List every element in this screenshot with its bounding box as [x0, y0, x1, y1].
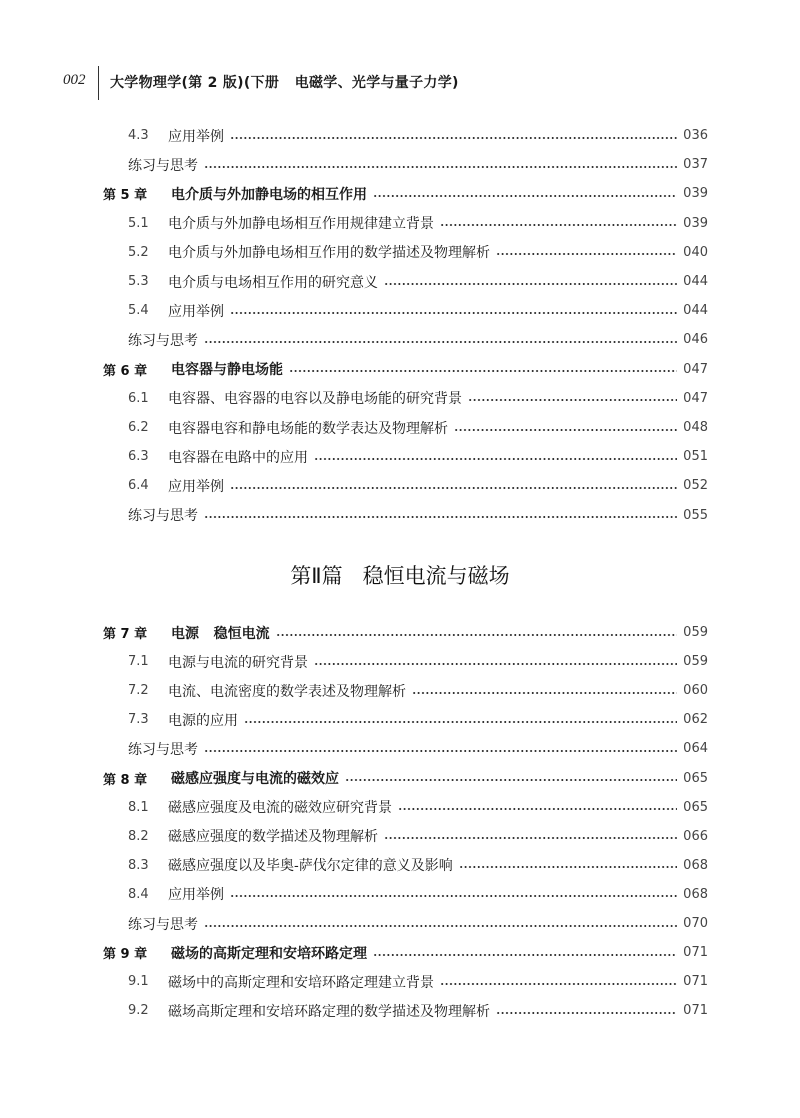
- toc-entry-page: 068: [683, 857, 708, 873]
- dot-leader: [204, 516, 677, 518]
- toc-section-row[interactable]: [128, 967, 708, 996]
- toc-section-row[interactable]: [128, 121, 708, 150]
- toc-exercise-row[interactable]: [128, 501, 708, 530]
- toc-section-row[interactable]: [128, 851, 708, 880]
- toc-section-row[interactable]: [128, 676, 708, 705]
- toc-chapter-row[interactable]: [103, 764, 708, 793]
- part-heading: 第Ⅱ篇 稳恒电流与磁场: [290, 564, 510, 588]
- dot-leader: [204, 750, 677, 752]
- toc-section-row[interactable]: [128, 296, 708, 325]
- dot-leader: [345, 779, 677, 781]
- toc-entry-title: 练习与思考: [128, 157, 198, 174]
- dot-leader: [496, 1012, 677, 1014]
- toc-section-row[interactable]: [128, 996, 708, 1025]
- toc-chapter-row[interactable]: [103, 355, 708, 384]
- toc-entry-page: 059: [683, 625, 708, 640]
- toc-entry-number: 5.2: [128, 244, 149, 260]
- toc-entry-page: 040: [683, 244, 708, 260]
- toc-chapter-row[interactable]: [103, 618, 708, 647]
- toc-entry-number: 6.2: [128, 420, 149, 435]
- toc-entry-number: 6.3: [128, 449, 149, 465]
- dot-leader: [314, 663, 677, 665]
- toc-entry-page: 036: [683, 128, 708, 143]
- toc-entry-number: 5.4: [128, 303, 149, 319]
- toc-entry-title: 电介质与外加静电场的相互作用: [171, 186, 367, 203]
- dot-leader: [454, 429, 677, 431]
- toc-entry-number: 8.3: [128, 857, 149, 873]
- toc-entry-page: 059: [683, 654, 708, 670]
- dot-leader: [440, 983, 677, 985]
- toc-entry-number: 9.1: [128, 974, 149, 990]
- toc-entry-title: 电源的应用: [168, 712, 238, 729]
- toc-section-row[interactable]: [128, 880, 708, 909]
- toc-entry-title: 磁感应强度与电流的磁效应: [171, 771, 339, 787]
- toc-entry-title: 应用举例: [168, 303, 224, 320]
- toc-entry-title: 练习与思考: [128, 916, 198, 933]
- toc-entry-page: 068: [683, 886, 708, 902]
- toc-entry-page: 062: [683, 712, 708, 728]
- page-number: 002: [63, 72, 86, 88]
- dot-leader: [230, 487, 677, 489]
- toc-entry-number: 6.1: [128, 390, 149, 406]
- dot-leader: [230, 895, 677, 897]
- dot-leader: [204, 925, 677, 927]
- toc-section-row[interactable]: [128, 705, 708, 734]
- dot-leader: [412, 692, 677, 694]
- toc-entry-page: 052: [683, 478, 708, 494]
- toc-entry-page: 071: [683, 945, 708, 961]
- header-divider: [98, 66, 99, 100]
- toc-entry-title: 电源与电流的研究背景: [168, 654, 308, 671]
- toc-entry-page: 047: [683, 390, 708, 406]
- toc-section-row[interactable]: [128, 384, 708, 413]
- toc-entry-number: 5.1: [128, 215, 149, 231]
- toc-exercise-row[interactable]: [128, 150, 708, 179]
- toc-entry-title: 练习与思考: [128, 741, 198, 758]
- dot-leader: [276, 634, 678, 636]
- toc-section-row[interactable]: [128, 647, 708, 676]
- toc-section-row[interactable]: [128, 822, 708, 851]
- toc-entry-page: 064: [683, 741, 708, 757]
- toc-section-row[interactable]: [128, 238, 708, 267]
- toc-entry-number: 第 7 章: [103, 627, 148, 642]
- toc-entry-page: 044: [683, 274, 708, 289]
- toc-entry-page: 055: [683, 507, 708, 523]
- toc-entry-title: 电容器在电路中的应用: [168, 449, 308, 466]
- toc-entry-page: 039: [683, 215, 708, 231]
- toc-entry-title: 电介质与外加静电场相互作用规律建立背景: [168, 216, 434, 233]
- toc-entry-page: 066: [683, 828, 708, 844]
- toc-entry-page: 039: [683, 186, 708, 202]
- dot-leader: [244, 721, 677, 723]
- toc-entry-title: 磁感应强度以及毕奥-萨伐尔定律的意义及影响: [168, 858, 453, 875]
- toc-section-row[interactable]: [128, 442, 708, 471]
- toc-entry-number: 7.2: [128, 683, 149, 699]
- toc-entry-page: 046: [683, 332, 708, 348]
- dot-leader: [468, 399, 677, 401]
- toc-entry-title: 磁感应强度及电流的磁效应研究背景: [168, 800, 392, 817]
- dot-leader: [496, 253, 677, 255]
- toc-entry-page: 071: [683, 974, 708, 990]
- dot-leader: [384, 283, 677, 285]
- toc-chapter-row[interactable]: [103, 938, 708, 967]
- toc-entry-page: 047: [683, 361, 708, 377]
- toc-entry-title: 电流、电流密度的数学表述及物理解析: [168, 683, 406, 700]
- toc-entry-title: 应用举例: [168, 478, 224, 495]
- toc-entry-number: 第 5 章: [103, 188, 148, 204]
- toc-entry-number: 第 9 章: [103, 947, 148, 963]
- page-header: [0, 66, 800, 102]
- dot-leader: [440, 224, 677, 226]
- toc-entry-title: 磁场的高斯定理和安培环路定理: [171, 945, 367, 962]
- running-title: 大学物理学(第 2 版)(下册 电磁学、光学与量子力学): [110, 75, 459, 91]
- toc-entry-title: 电介质与外加静电场相互作用的数学描述及物理解析: [168, 245, 490, 262]
- dot-leader: [230, 312, 677, 314]
- toc-entry-page: 051: [683, 449, 708, 465]
- toc-entry-title: 电容器、电容器的电容以及静电场能的研究背景: [168, 391, 462, 408]
- toc-entry-number: 6.4: [128, 478, 149, 494]
- toc-entry-number: 4.3: [128, 128, 149, 143]
- toc-entry-number: 8.1: [128, 799, 149, 815]
- toc-chapter-row[interactable]: [103, 179, 708, 208]
- toc-entry-title: 练习与思考: [128, 332, 198, 349]
- dot-leader: [373, 954, 677, 956]
- dot-leader: [230, 137, 677, 139]
- toc-exercise-row[interactable]: [128, 734, 708, 763]
- toc-entry-number: 8.2: [128, 828, 149, 844]
- toc-entry-number: 7.3: [128, 712, 149, 728]
- dot-leader: [384, 837, 677, 839]
- toc-entry-page: 037: [683, 157, 708, 173]
- toc-exercise-row[interactable]: [128, 909, 708, 938]
- toc-entry-number: 第 8 章: [103, 772, 148, 788]
- toc-entry-title: 磁场高斯定理和安培环路定理的数学描述及物理解析: [168, 1003, 490, 1020]
- toc-entry-page: 065: [683, 770, 708, 786]
- toc-entry-page: 044: [683, 303, 708, 319]
- toc-section-row[interactable]: [128, 471, 708, 500]
- toc-entry-number: 8.4: [128, 886, 149, 902]
- dot-leader: [289, 370, 677, 372]
- toc-entry-title: 电容器与静电场能: [171, 362, 283, 379]
- toc-entry-title: 电介质与电场相互作用的研究意义: [168, 274, 378, 291]
- dot-leader: [398, 808, 677, 810]
- dot-leader: [204, 341, 677, 343]
- toc-entry-title: 磁感应强度的数学描述及物理解析: [168, 829, 378, 846]
- toc-entry-page: 048: [683, 420, 708, 435]
- toc-entry-page: 071: [683, 1003, 708, 1019]
- toc-entry-page: 070: [683, 916, 708, 931]
- dot-leader: [204, 166, 677, 168]
- toc-entry-number: 第 6 章: [103, 363, 148, 379]
- toc-entry-page: 065: [683, 799, 708, 815]
- toc-entry-number: 9.2: [128, 1003, 149, 1019]
- toc-entry-title: 应用举例: [168, 128, 224, 145]
- toc-entry-number: 5.3: [128, 274, 149, 289]
- toc-section-row[interactable]: [128, 793, 708, 822]
- toc-exercise-row[interactable]: [128, 325, 708, 354]
- toc-section-row[interactable]: [128, 267, 708, 296]
- toc-entry-title: 电容器电容和静电场能的数学表达及物理解析: [168, 420, 448, 437]
- dot-leader: [459, 866, 677, 868]
- dot-leader: [373, 195, 677, 197]
- toc-entry-page: 060: [683, 683, 708, 699]
- toc-entry-title: 应用举例: [168, 887, 224, 904]
- dot-leader: [314, 458, 677, 460]
- toc-section-row[interactable]: [128, 413, 708, 442]
- toc-entry-number: 7.1: [128, 654, 149, 670]
- toc-entry-title: 磁场中的高斯定理和安培环路定理建立背景: [168, 974, 434, 991]
- toc-entry-title: 练习与思考: [128, 508, 198, 525]
- toc-entry-title: 电源 稳恒电流: [171, 625, 270, 642]
- toc-section-row[interactable]: [128, 209, 708, 238]
